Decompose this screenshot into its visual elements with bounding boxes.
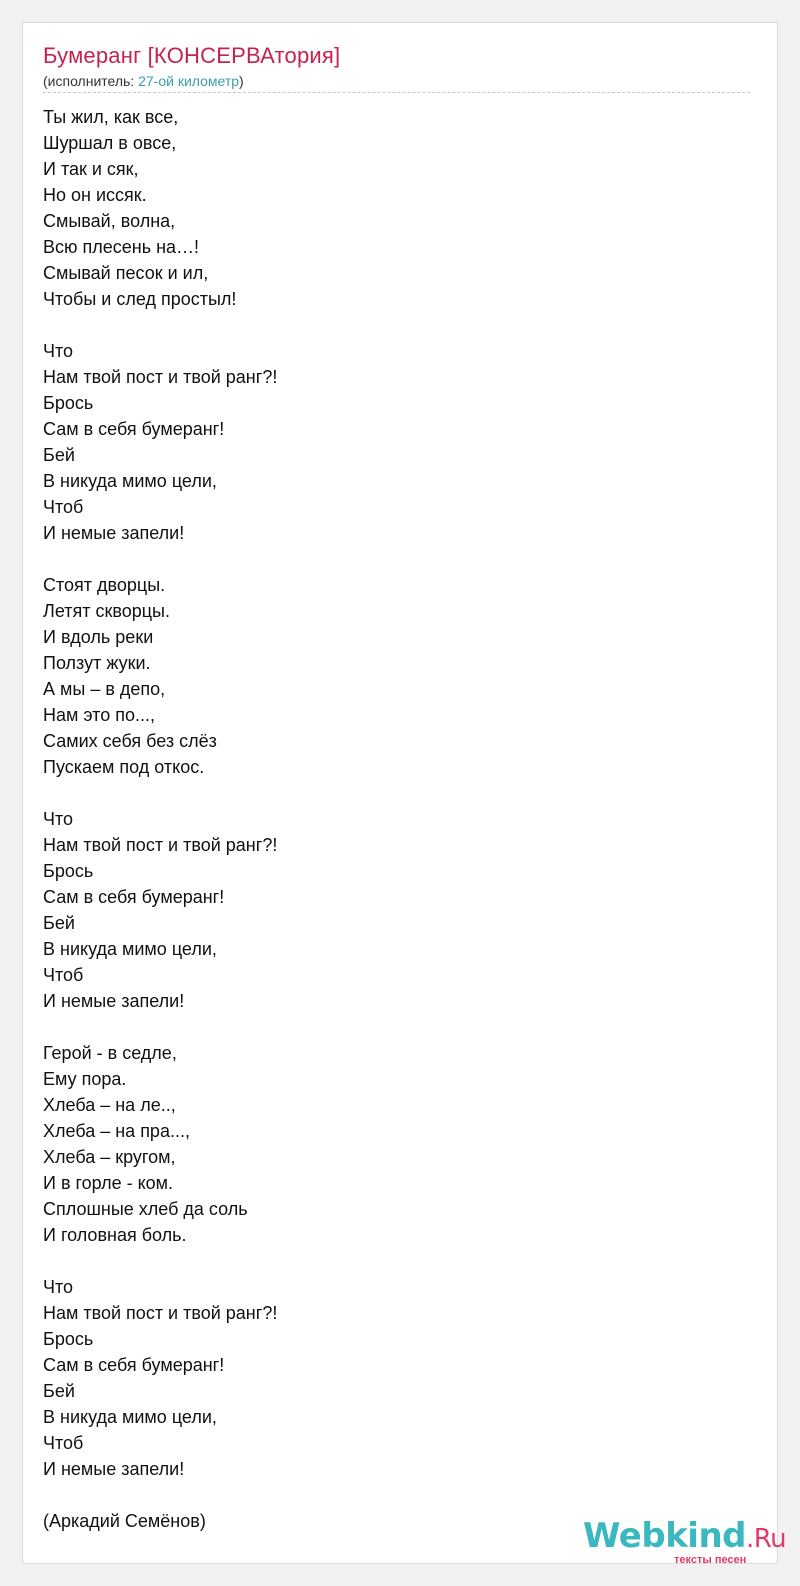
lyric-line: Хлеба – на ле..,: [43, 1095, 176, 1115]
lyric-line: Ты жил, как все,: [43, 107, 179, 127]
chorus-stanza: [43, 1274, 743, 1482]
lyric-line: Хлеба – на пра...,: [43, 1121, 190, 1141]
lyric-line: Сам в себя бумеранг!: [43, 419, 225, 439]
lyric-line: В никуда мимо цели,: [43, 1407, 217, 1427]
lyric-line: Что: [43, 809, 74, 829]
lyric-line: Сам в себя бумеранг!: [43, 1355, 225, 1375]
lyric-line: И головная боль.: [43, 1225, 187, 1245]
lyric-line: Что: [43, 341, 74, 361]
logo-tagline: тексты песен: [674, 1554, 747, 1566]
lyric-line: Нам твой пост и твой ранг?!: [43, 835, 278, 855]
lyrics-card: [22, 22, 787, 1566]
lyric-line: И так и сяк,: [43, 159, 139, 179]
lyric-line: Бей: [43, 445, 75, 465]
lyric-line: Но он иссяк.: [43, 185, 147, 205]
stanza: [43, 104, 743, 312]
lyric-line: Хлеба – кругом,: [43, 1147, 176, 1167]
lyric-line: Пускаем под откос.: [43, 757, 205, 777]
lyric-line: Самих себя без слёз: [43, 731, 217, 751]
lyric-line: Нам твой пост и твой ранг?!: [43, 367, 278, 387]
lyric-line: Ему пора.: [43, 1069, 127, 1089]
logo-name: Webkind: [583, 1516, 746, 1556]
lyric-line: Летят скворцы.: [43, 601, 170, 621]
lyric-line: В никуда мимо цели,: [43, 939, 217, 959]
lyric-line: Чтоб: [43, 965, 84, 985]
lyric-line: Всю плесень на…!: [43, 237, 200, 257]
lyric-line: Брось: [43, 393, 94, 413]
logo-tld: .Ru: [746, 1524, 787, 1554]
lyric-line: Нам это по...,: [43, 705, 155, 725]
lyrics-body: [43, 104, 743, 1534]
lyric-line: Чтоб: [43, 1433, 84, 1453]
artist-line: [43, 73, 244, 89]
stanza: [43, 1040, 743, 1248]
site-logo[interactable]: [583, 1516, 787, 1566]
lyric-line: Сплошные хлеб да соль: [43, 1199, 248, 1219]
lyric-line: И немые запели!: [43, 1459, 185, 1479]
lyric-line: Чтобы и след простыл!: [43, 289, 237, 309]
author-credit: (Аркадий Семёнов): [43, 1511, 206, 1531]
lyric-line: И вдоль реки: [43, 627, 154, 647]
lyric-line: Бей: [43, 913, 75, 933]
artist-suffix: ): [239, 73, 244, 89]
lyric-line: Ползут жуки.: [43, 653, 151, 673]
lyric-line: Шуршал в овсе,: [43, 133, 177, 153]
lyric-line: Стоят дворцы.: [43, 575, 166, 595]
artist-link[interactable]: 27-ой километр: [138, 73, 240, 89]
lyric-line: И в горле - ком.: [43, 1173, 174, 1193]
lyric-line: Смывай, волна,: [43, 211, 176, 231]
lyric-line: Сам в себя бумеранг!: [43, 887, 225, 907]
artist-prefix: (исполнитель:: [43, 73, 139, 89]
lyric-line: И немые запели!: [43, 991, 185, 1011]
lyric-line: Герой - в седле,: [43, 1043, 177, 1063]
lyric-line: Смывай песок и ил,: [43, 263, 209, 283]
chorus-stanza: [43, 806, 743, 1014]
lyric-line: Брось: [43, 861, 94, 881]
lyric-line: Бей: [43, 1381, 75, 1401]
header-divider: [43, 92, 750, 93]
lyric-line: В никуда мимо цели,: [43, 471, 217, 491]
lyric-line: Что: [43, 1277, 74, 1297]
lyric-line: И немые запели!: [43, 523, 185, 543]
lyric-line: Чтоб: [43, 497, 84, 517]
lyric-line: Брось: [43, 1329, 94, 1349]
lyric-line: Нам твой пост и твой ранг?!: [43, 1303, 278, 1323]
logo-wordmark: [583, 1516, 786, 1556]
chorus-stanza: [43, 338, 743, 546]
stanza: [43, 572, 743, 780]
lyric-line: А мы – в депо,: [43, 679, 166, 699]
song-title: Бумеранг [КОНСЕРВАтория]: [43, 43, 341, 68]
